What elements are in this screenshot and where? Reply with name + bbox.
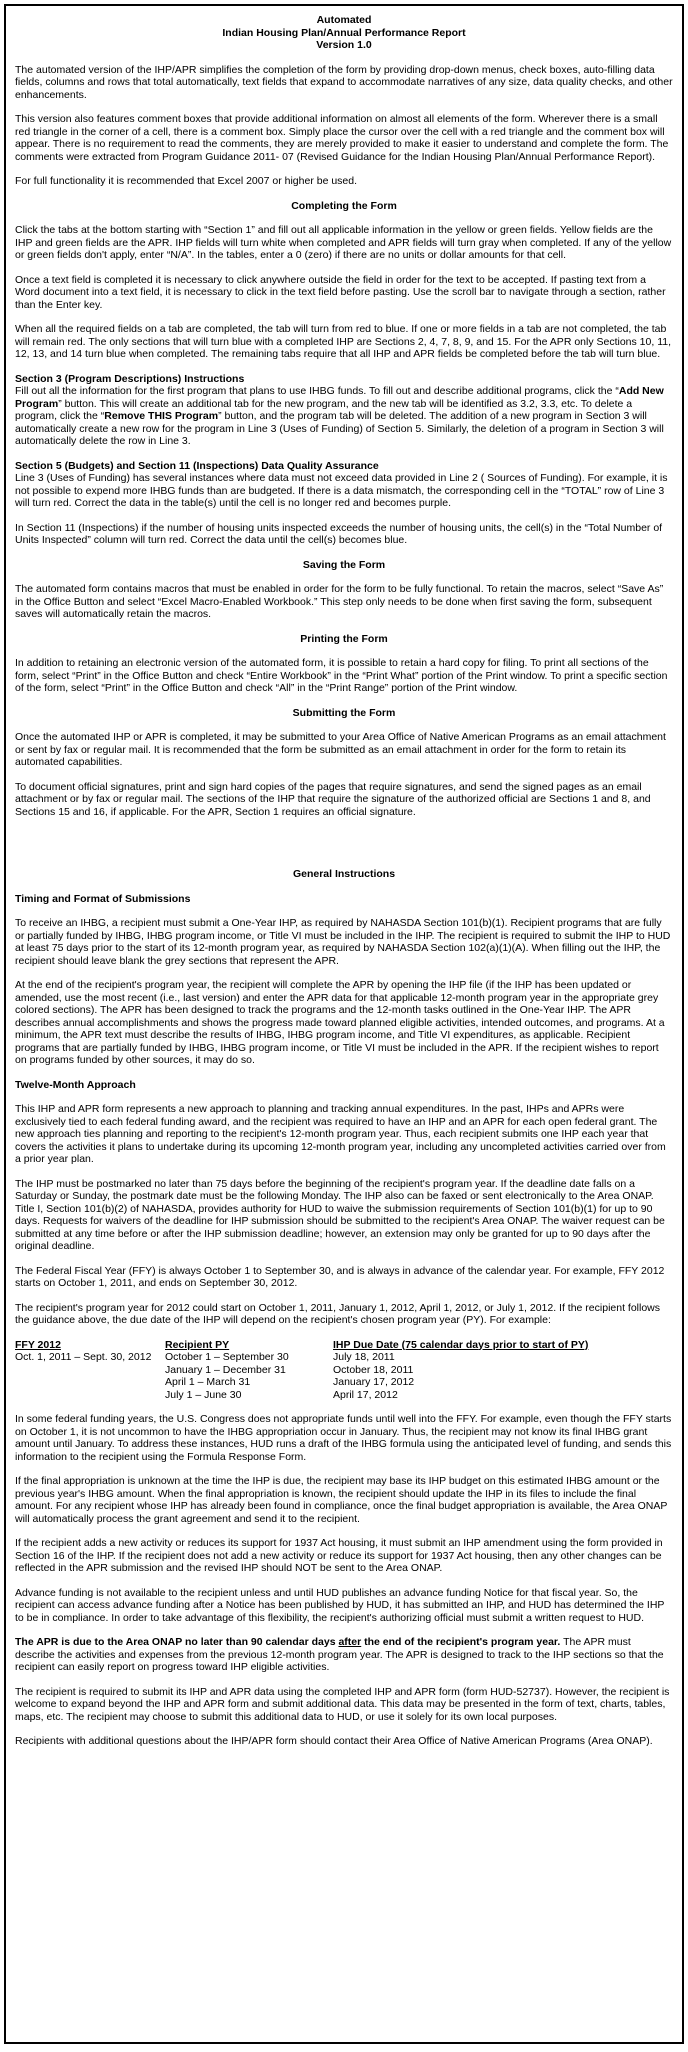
paragraph	[15, 175, 673, 188]
paragraph	[15, 373, 673, 448]
heading-twelve-month-approach: Twelve-Month Approach	[15, 1078, 136, 1091]
paragraph	[15, 1587, 673, 1625]
heading-submitting-the-form: Submitting the Form	[292, 706, 396, 719]
text-run: The IHP must be postmarked no later than 75 days before the beginning of the recipient's program year. If the deadline date falls on a Saturday or Sunday, the postmark date must be the following Monday. The IHP also can be faxed or sent electronically to the Area ONAP. Title I, Section 101(b)(2) of NAHASDA, provides authority for HUD to waive the submission requirements of Section 101(b)(1) for up to 90 days. Requests for waivers of the deadline for IHP submission should be submitted to the recipient's Area ONAP. The waiver request can be submitted at any time before or after the IHP submission deadline; however, an extension may only be granted for up to 90 days after the original deadline.	[15, 1177, 665, 1252]
paragraph	[15, 113, 673, 163]
paragraph	[15, 460, 673, 510]
paragraph	[15, 1475, 673, 1525]
text-run: Once the automated IHP or APR is completed, it may be submitted to your Area Office of Native American Programs as an email attachment or sent by fax or regular mail. It is recommended that the form be submitted as an email attachment in order for the form to retain its automated capabilities.	[15, 731, 666, 768]
table-cell: April 1 – March 31	[165, 1376, 251, 1388]
text-run: In some federal funding years, the U.S. Congress does not appropriate funds until well into the FFY. For example, even though the FFY starts on October 1, it is not uncommon to have the IHBG appropriation occur in January. Thus, the recipient may not know its final IHBG grant amount until January. To address these instances, HUD runs a draft of the IHBG formula using the anticipated level of funding, and sends this information to the recipient using the Formula Response Form.	[15, 1413, 672, 1463]
heading-general-instructions: General Instructions	[292, 868, 396, 880]
paragraph	[15, 1302, 673, 1327]
bold-text-run: The APR is due to the Area ONAP no later than 90 calendar days	[15, 1636, 339, 1648]
bold-text-run: after	[338, 1636, 362, 1648]
text-run: This IHP and APR form represents a new approach to planning and tracking annual expenditures. In the past, IHPs and APRs were exclusively tied to each federal funding award, and the recipient was required to have an IHP and an APR for each open federal grant. The new approach ties planning and reporting to the recipient's 12-month program year. Thus, each recipient submits one IHP each year that covers the activities it plans to undertake during its upcoming 12-month program year, including any uncompleted activities carried over from a prior year plan.	[15, 1103, 666, 1165]
text-run: Recipients with additional questions about the IHP/APR form should contact their Area Office of Native American Programs (Area ONAP).	[15, 1735, 653, 1747]
text-run: The recipient's program year for 2012 could start on October 1, 2011, January 1, 2012, April 1, 2012, or July 1, 2012. If the recipient follows the guidance above, the due date of the IHP will depend on the recipient's chosen program year (PY). For example:	[15, 1301, 661, 1326]
text-run: The recipient is required to submit its IHP and APR data using the completed IHP and APR form (form HUD-52737). However, the recipient is welcome to expand beyond the IHP and APR form and submit additional data. This data may be presented in the form of text, charts, tables, maps, etc. The recipient may choose to submit this additional data to HUD, or use it solely for its own local purposes.	[15, 1685, 670, 1723]
text-run: Advance funding is not available to the recipient unless and until HUD publishes an advance funding Notice for that fiscal year. So, the recipient can access advance funding after a Notice has been published by HUD, it has submitted an IHP, and HUD has determined the IHP to be in compliance. In order to take advantage of this flexibility, the recipient's authorizing official must submit a written request to HUD.	[15, 1586, 665, 1624]
table-cell: October 18, 2011	[333, 1363, 414, 1376]
bold-text-run: Add New Program	[15, 385, 664, 410]
text-run: At the end of the recipient's program year, the recipient will complete the APR by opening the IHP file (if the IHP has been updated or amended, use the most recent (i.e., last version) and enter the APR data for that applicable 12-month program year in the appropriate grey colored sections). The APR has been designed to track the programs and the 12-month tasks outlined in the One-Year IHP. The APR describes annual accomplishments and shows the progress made toward planned eligible activities, intended outcomes, and programs. At a minimum, the APR text must describe the results of IHBG, IHBG program income, and Title VI expenditures, as applicable. Recipient programs that are partially funded by IHBG, IHBG program income, or Title VI must be included in the APR. If the recipient wishes to report on programs funded by other sources, it may do so.	[15, 979, 665, 1066]
table-cell: October 1 – September 30	[165, 1351, 289, 1363]
document-page	[4, 4, 684, 2044]
bold-text-run: Section 3 (Program Descriptions) Instructions	[15, 372, 245, 385]
paragraph	[15, 1537, 673, 1575]
paragraph	[15, 1413, 673, 1463]
text-run: If the final appropriation is unknown at the time the IHP is due, the recipient may base its IHP budget on this estimated IHBG amount or the previous year's IHBG amount. When the final appropriation is known, the recipient should update the IHP in its files to include the final amount. For any recipient whose IHP has already been found in compliance, once the final budget appropriation is available, the Area ONAP will automatically process the grant agreement and send it to the recipient.	[15, 1475, 668, 1525]
paragraph	[15, 583, 673, 621]
table-cell: Oct. 1, 2011 – Sept. 30, 2012	[15, 1351, 152, 1363]
text-run: The APR must describe the activities and expenses from the previous 12-month program year. The APR is designed to track to the IHP sections so that the recipient can easily report on progress toward IHP eligible activities.	[15, 1636, 664, 1673]
bold-text-run: Remove THIS Program	[104, 410, 219, 422]
table-header-cell: Recipient PY	[165, 1338, 230, 1351]
text-run: To receive an IHBG, a recipient must submit a One-Year IHP, as required by NAHASDA Section 101(b)(1). Recipient programs that are fully or partially funded by IHBG, IHBG program income, or Title VI must be included in the IHP. The recipient is required to submit the IHP to HUD at least 75 days prior to the start of its 12-month program year, as required by NAHASDA Section 102(a)(1)(A). When filling out the IHP, the recipient should leave blank the grey sections that represent the APR.	[15, 917, 671, 967]
table-header-cell: FFY 2012	[15, 1338, 61, 1351]
document-title-line: Indian Housing Plan/Annual Performance Report	[222, 26, 466, 39]
heading-timing-and-format-of-submissions: Timing and Format of Submissions	[15, 892, 191, 905]
paragraph	[15, 781, 673, 819]
text-run: ” button. This will create an additional tab for the new program, and the new tab will be identified as 3.2, 3.3, etc. To delete a program, click the “	[15, 397, 633, 422]
paragraph	[15, 224, 673, 262]
document-body	[15, 14, 673, 1748]
table-cell: July 1 – June 30	[165, 1388, 242, 1401]
paragraph	[15, 1636, 673, 1674]
paragraph	[15, 64, 673, 102]
text-run: The automated version of the IHP/APR simplifies the completion of the form by providing drop-down menus, check boxes, auto-filling data fields, columns and rows that total automatically, text fields that expand to accommodate narratives of any size, data quality checks, and other enhancements.	[15, 63, 673, 101]
paragraph	[15, 1178, 673, 1253]
text-run: This version also features comment boxes that provide additional information on almost all elements of the form. Wherever there is a small red triangle in the corner of a cell, there is a comment box. Simply place the cursor over the cell with a red triangle and the comment box will appear. There is no requirement to read the comments, they are merely provided to make it easier to understand and complete the form. The comments were extracted from Program Guidance 2011- 07 (Revised Guidance for the Indian Housing Plan/Annual Performance Report).	[15, 113, 669, 163]
paragraph	[15, 323, 673, 361]
text-run: Click the tabs at the bottom starting with “Section 1” and fill out all applicable information in the yellow or green fields. Yellow fields are the IHP and green fields are the APR. IHP fields will turn white when completed and APR fields will turn gray when completed. If any of the yellow or green fields don't apply, enter “N/A”. In the tables, enter a 0 (zero) if there are no units or dollar amounts for that cell.	[15, 224, 672, 261]
table-cell: July 18, 2011	[333, 1351, 395, 1363]
text-run: Once a text field is completed it is necessary to click anywhere outside the field in order for the text to be accepted. If pasting text from a Word document into a text field, it is necessary to click in the text field before pasting. Use the scroll bar to navigate through a section, rather than the Enter key.	[15, 273, 666, 311]
text-run: Line 3 (Uses of Funding) has several instances where data must not exceed data provided in Line 2 ( Sources of Funding). For example, it is not possible to expend more IHBG funds than are budgeted. If there is a data mismatch, the corresponding cell in the “TOTAL” row of Line 3 will turn red. Correct the data in the table(s) until the cell is no longer red and becomes purple.	[15, 472, 668, 509]
text-run: For full functionality it is recommended that Excel 2007 or higher be used.	[15, 175, 358, 187]
text-run: ” button, and the program tab will be deleted. The addition of a new program in Section 3 will automatically create a new row for the program in Line 3 (Uses of Funding) of Section 5. Similarly, the deletion of a program in Section 3 will automatically delete the row in Line 3.	[15, 410, 664, 447]
paragraph	[15, 917, 673, 967]
document-title	[15, 14, 673, 52]
text-run: When all the required fields on a tab are completed, the tab will turn from red to blue. If one or more fields in a tab are not completed, the tab will remain red. The only sections that will turn blue with a completed IHP are Sections 2, 4, 7, 8, 9, and 15. For the APR only Sections 10, 11, 12, 13, and 14 turn blue when completed. The remaining tabs require that all IHP and APR fields be completed before the tab will turn blue.	[15, 323, 672, 360]
bold-text-run: Section 5 (Budgets) and Section 11 (Inspections) Data Quality Assurance	[15, 459, 379, 472]
text-run: To document official signatures, print and sign hard copies of the pages that require signatures, and send the signed pages as an email attachment or by fax or regular mail. The sections of the IHP that require the signature of the authorized official are Sections 1 and 8, and Sections 15 and 16, if applicable. For the APR, Section 1 requires an official signature.	[15, 780, 651, 818]
paragraph	[15, 522, 673, 547]
heading-saving-the-form: Saving the Form	[302, 558, 386, 571]
bold-text-run: the end of the recipient's program year.	[361, 1636, 561, 1648]
text-run: The Federal Fiscal Year (FFY) is always October 1 to September 30, and is always in advance of the calendar year. For example, FFY 2012 starts on October 1, 2011, and ends on September 30, 2012.	[15, 1264, 665, 1289]
vertical-spacer	[15, 830, 673, 856]
heading-printing-the-form: Printing the Form	[300, 632, 388, 645]
document-title-line: Automated	[316, 14, 372, 26]
paragraph	[15, 979, 673, 1067]
paragraph	[15, 1265, 673, 1290]
text-run: In addition to retaining an electronic version of the automated form, it is possible to retain a hard copy for filing. To print all sections of the form, select “Print” in the Office Button and check “Entire Workbook” in the “Print What” portion of the Print window. To print a specific section of the form, select “Print” in the Office Button and check “All” in the “Print Range” portion of the Print window.	[15, 657, 668, 694]
text-run: Fill out all the information for the first program that plans to use IHBG funds. To fill out and describe additional programs, click the “	[15, 385, 619, 397]
text-run: The automated form contains macros that must be enabled in order for the form to be fully functional. To retain the macros, select “Save As” in the Office Button and select “Excel Macro-Enabled Workbook.” This step only needs to be done when first saving the form, subsequent saves will automatically retain the macros.	[15, 583, 664, 620]
table-cell: April 17, 2012	[333, 1388, 398, 1401]
paragraph	[15, 657, 673, 695]
text-run: If the recipient adds a new activity or reduces its support for 1937 Act housing, it must submit an IHP amendment using the form provided in Section 16 of the IHP. If the recipient does not add a new activity or reduce its support for 1937 Act housing, then any other changes can be reflected in the APR submission and the revised IHP should NOT be sent to the Area ONAP.	[15, 1537, 663, 1574]
document-title-line: Version 1.0	[316, 39, 372, 51]
paragraph	[15, 731, 673, 769]
text-run: In Section 11 (Inspections) if the number of housing units inspected exceeds the number of housing units, the cell(s) in the “Total Number of Units Inspected” column will turn red. Correct the data until the cell(s) becomes blue.	[15, 521, 663, 546]
table-cell: January 1 – December 31	[165, 1363, 286, 1376]
table-header-cell: IHP Due Date (75 calendar days prior to start of PY)	[333, 1338, 589, 1351]
paragraph	[15, 274, 673, 312]
paragraph	[15, 1686, 673, 1724]
heading-completing-the-form: Completing the Form	[291, 199, 397, 212]
paragraph	[15, 1103, 673, 1166]
table-cell: January 17, 2012	[333, 1376, 415, 1388]
ihp-due-date-table	[15, 1339, 673, 1402]
paragraph	[15, 1735, 673, 1748]
